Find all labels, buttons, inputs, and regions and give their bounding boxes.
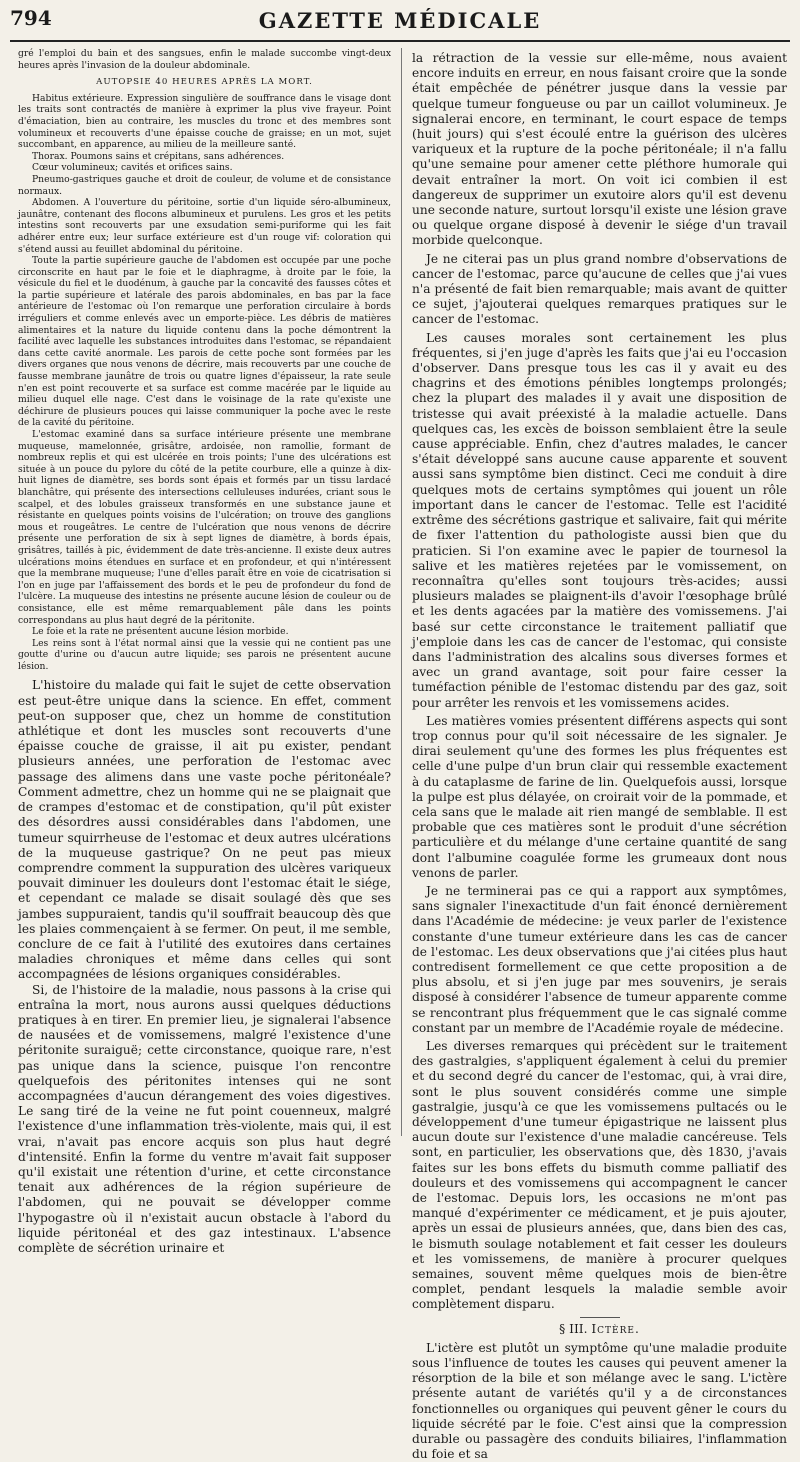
pneumo-paragraph: Pneumo-gastriques gauche et droit de couleur, de volume et de consistance normaux. [18,173,391,197]
section-rule [580,1317,620,1318]
crise-paragraph: Si, de l'histoire de la maladie, nous passons à la crise qui entraîna la mort, nous aurons aussi quelques déductions pratiques à en tirer. En premier lieu, je signalerai l'absence de nausées et de vomissemens, malgré l'existence d'une péritonite suraiguë; cette circonstance, quoique rare, n'est pas unique dans la science, puisque l'on rencontre quelquefois des péritonites intenses qui ne sont accompagnées d'aucun dérangement des voies digestives. Le sang tiré de la veine ne fut point couenneux, malgré l'existence d'une inflammation très-violente, mais qui, il est vrai, n'avait pas encore acquis son plus haut degré d'intensité. Enfin la forme du ventre m'avait fait supposer qu'il existait une rétention d'urine, et cette circonstance tenait aux adhérences de la région supérieure de l'abdomen, qui ne pouvait se développer comme l'hypogastre où il n'existait aucun obstacle à l'abord du liquide péritonéal et des gaz intestinaux. L'absence complète de sécrétion urinaire et [18,982,391,1255]
cancer-paragraph: Je ne citerai pas un plus grand nombre d'observations de cancer de l'estomac, parce qu'aucune de celles que j'ai vues n'a présenté de fait bien remarquable; mais avant de quitter ce sujet, j'ajouterai quelques remarques pratiques sur le cancer de l'estomac. [412,251,787,327]
histoire-paragraph: L'histoire du malade qui fait le sujet de cette observation est peut-être unique dans la science. En effet, comment peut-on supposer que, chez un homme de constitution athlétique et dont les muscles sont recouverts d'une épaisse couche de graisse, il ait pu exister, pendant plusieurs années, une perforation de l'estomac avec passage des alimens dans une vaste poche péritonéale? Comment admettre, chez un homme qui ne se plaignait que de crampes d'estomac et de constipation, qu'il pût exister des désordres aussi considérables dans l'abdomen, une tumeur squirrheuse de l'estomac et deux autres ulcérations de la muqueuse gastrique? On ne peut pas mieux comprendre comment la suppuration des ulcères variqueux pouvait diminuer les douleurs dont l'estomac était le siége, et cependant ce malade se disait soulagé dès que ses jambes suppuraient, tandis qu'il souffrait beaucoup dès que les plaies commençaient à se fermer. On peut, il me semble, conclure de ce fait à l'utilité des exutoires dans certaines maladies chroniques et même dans celles qui sont accompagnées de lésions organiques considérables. [18,678,391,982]
commentary [18,678,391,1256]
section-title: Ictère. [591,1321,640,1336]
remarques-paragraph: Les diverses remarques qui précèdent sur le traitement des gastralgies, s'appliquent également à celui du premier et du second degré du cancer de l'estomac, qui, à vrai dire, sont le plus souvent considérés comme une simple gastralgie, jusqu'à ce que les vomissemens pultacés ou le développement d'une tumeur épigastrique ne laissent plus aucun doute sur l'existence d'une maladie cancéreuse. Tels sont, en particulier, les observations que, dès 1830, j'avais faites sur les bons effets du bismuth comme palliatif des douleurs et des vomissemens qui accompagnent le cancer de l'estomac. Depuis lors, les occasions ne m'ont pas manqué d'expérimenter ce médicament, et je puis ajouter, après un essai de plusieurs années, que, dans bien des cas, le bismuth soulage notablement et fait cesser les douleurs et les vomissemens, de manière à procurer quelques semaines, souvent même quelques mois de bien-être complet, pendant lesquels la maladie semble avoir complètement disparu. [412,1039,787,1312]
right-column [412,48,787,1462]
autopsy-heading: AUTOPSIE 40 HEURES APRÈS LA MORT. [96,77,313,88]
page-number: 794 [10,6,52,30]
cancer-remarks [412,51,787,1462]
section-number: § III. [559,1321,588,1336]
estomac-paragraph: L'estomac examiné dans sa surface intérieure présente une membrane muqueuse, mamelonnée, grisâtre, ardoisée, non ramollie, formant de nombreux replis et qui est ulcérée en trois points; l'une des ulcérations est située à un pouce du pylore du côté de la petite courbure, elle a quinze à dix-huit lignes de diamètre, ses bords sont épais et formés par un tissu lardacé blanchâtre, qui présente des intersections celluleuses indurées, criant sous le scalpel, et des lobules graisseux transformés en une substance jaune et résistante en quelques points voisins de l'ulcération; on trouve des ganglions mous et rougeâtres. Le centre de l'ulcération que nous venons de décrire présente une perforation de six à sept lignes de diamètre, à bords épais, grisâtres, taillés à pic, évidemment de date très-ancienne. Il existe deux autres ulcérations moins étendues en surface et en profondeur, et qui n'intéressent que la membrane muqueuse; l'une d'elles paraît être en voie de cicatrisation si l'on en juge par l'affaissement des bords et le peu de profondeur du fond de l'ulcère. La muqueuse des intestins ne présente aucune lésion de couleur ou de consistance, elle est même remarquablement pâle dans les points correspondans au plus haut degré de la péritonite. [18,429,391,626]
column-divider [401,48,402,1136]
header-rule [10,40,790,42]
retraction-paragraph: la rétraction de la vessie sur elle-même, nous avaient encore induits en erreur, en nous faisant croire que la sonde était empêchée de pénétrer jusque dans la vessie par quelque tumeur fongueuse ou par un caillot volumineux. Je signalerai encore, en terminant, le court espace de temps (huit jours) qui s'est écoulé entre la guérison des ulcères variqueux et la rupture de la poche péritonéale; il n'a fallu qu'une semaine pour amener cette pléthore humorale qui devait entraîner la mort. On voit ici combien il est dangereux de supprimer un exutoire alors qu'il est devenu une seconde nature, surtout lorsqu'il existe une lésion grave ou quelque organe disposé à devenir le siége d'un travail morbide quelconque. [412,51,787,248]
autopsy-report [18,48,391,672]
abdomen-paragraph: Abdomen. A l'ouverture du péritoine, sortie d'un liquide séro-albumineux, jaunâtre, contenant des flocons albumineux et purulens. Les gros et les petits intestins sont recouverts par une exsudation semi-puriforme qui les fait adhérer entre eux; leur surface extérieure est d'un rouge vif: coloration qui s'étend aussi au feuillet abdominal du péritoine. [18,197,391,255]
habitus-paragraph: Habitus extérieure. Expression singulière de souffrance dans le visage dont les traits sont contractés de manière à exprimer la plus vive frayeur. Point d'émaciation, bien au contraire, les muscles du tronc et des membres sont volumineux et recouverts d'une épaisse couche de graisse; en un mot, sujet succombant, en apparence, au milieu de la meilleure santé. [18,92,391,151]
journal-title: GAZETTE MÉDICALE [258,8,542,33]
reins-paragraph: Les reins sont à l'état normal ainsi que la vessie qui ne contient pas une goutte d'urine ou d'aucun autre liquide; ses parois ne présentent aucune lésion. [18,637,391,672]
symptomes-paragraph: Je ne terminerai pas ce qui a rapport aux symptômes, sans signaler l'inexactitude d'un fait énoncé dernièrement dans l'Académie de médecine: je veux parler de l'existence constante d'une tumeur extérieure dans les cas de cancer de l'estomac. Les deux observations que j'ai citées plus haut contredisent formellement ce que cette proposition a de plus absolu, et si j'en juge par mes souvenirs, je serais disposé à considérer l'absence de tumeur apparente comme se rencontrant plus fréquemment que le cas signalé comme constant par un membre de l'Académie royale de médecine. [412,883,787,1035]
matieres-paragraph: Les matières vomies présentent différens aspects qui sont trop connus pour qu'il soit nécessaire de les signaler. Je dirai seulement qu'une des formes les plus fréquentes est celle d'une pulpe d'un brun clair qui ressemble exactement à du cataplasme de farine de lin. Quelquefois aussi, lorsque la pulpe est plus délayée, on croirait voir de la pommade, et cela sans que le malade ait rien mangé de semblable. Il est probable que ces matières sont le produit d'une sécrétion particulière et du mélange d'une certaine quantité de sang dont l'albumine coagulée forme les grumeaux dont nous venons de parler. [412,713,787,880]
ictere-paragraph: L'ictère est plutôt un symptôme qu'une maladie produite sous l'influence de toutes les causes qui peuvent amener la résorption de la bile et son mélange avec le sang. L'ictère présente autant de variétés qu'il y a de circonstances fonctionnelles ou organiques qui peuvent gêner le cours du liquide sécrété par le foie. C'est ainsi que la compression durable ou passagère des conduits biliaires, l'inflammation du foie et sa [412,1340,787,1462]
partie-superieure-paragraph: Toute la partie supérieure gauche de l'abdomen est occupée par une poche circonscrite en haut par le foie et le diaphragme, à droite par le foie, la vésicule du fiel et le duodénum, à gauche par la concavité des fausses côtes et la partie supérieure et latérale des parois abdominales, en bas par la face antérieure de l'estomac où l'on remarque une perforation circulaire à bords irréguliers et comme enlevés avec un emporte-pièce. Les débris de matières alimentaires et la nature du liquide contenu dans la poche démontrent la facilité avec laquelle les substances introduites dans l'estomac, se répandaient dans cette cavité anormale. Les parois de cette poche sont formées par les divers organes que nous venons de décrire, mais recouverts par une couche de fausse membrane jaunâtre de trois ou quatre lignes d'épaisseur, la rate seule n'en est point recouverte et sa surface est comme macérée par le liquide au milieu duquel elle nage. C'est dans le voisinage de la rate qu'existe une déchirure de plusieurs pouces qui laisse communiquer la poche avec le reste de la cavité du péritoine. [18,255,391,429]
foie-paragraph: Le foie et la rate ne présentent aucune lésion morbide. [32,626,289,638]
causes-paragraph: Les causes morales sont certainement les plus fréquentes, si j'en juge d'après les faits que j'ai eu l'occasion d'observer. Dans presque tous les cas il y avait eu des chagrins et des émotions pénibles longtemps prolongés; chez la plupart des malades il y avait une disposition de tristesse qui avait préexisté à la maladie actuelle. Dans quelques cas, les excès de boisson semblaient être la seule cause appréciable. Enfin, chez d'autres malades, le cancer s'était développé sans aucune cause apparente et souvent aussi sans symptôme bien distinct. Ceci me conduit à dire quelques mots de certains symptômes qui jouent un rôle important dans le cancer de l'estomac. Telle est l'acidité extrême des sécrétions gastrique et salivaire, fait qui mérite de fixer l'attention du pathologiste aussi bien que du praticien. Si l'on examine avec le papier de tournesol la salive et les matières rejetées par le vomissement, on reconnaîtra qu'elles sont toujours très-acides; aussi plusieurs malades se plaignent-ils d'avoir l'œsophage brûlé et les dents agacées par la matière des vomissemens. J'ai basé sur cette circonstance le traitement palliatif que j'emploie dans les cas de cancer de l'estomac, qui consiste dans l'administration des alcalins sous diverses formes et avec un grand avantage, soit pour faire cesser la tuméfaction pénible de l'estomac distendu par des gaz, soit pour arrêter les renvois et les vomissemens acides. [412,330,787,710]
page-header [0,0,800,40]
opening-paragraph: gré l'emploi du bain et des sangsues, enfin le malade succombe vingt-deux heures après l'invasion de la douleur abdominale. [18,48,391,71]
coeur-paragraph: Cœur volumineux; cavités et orifices sains. [32,162,233,174]
section-heading [412,1322,787,1337]
left-column [18,48,391,1255]
thorax-paragraph: Thorax. Poumons sains et crépitans, sans adhérences. [32,150,285,162]
